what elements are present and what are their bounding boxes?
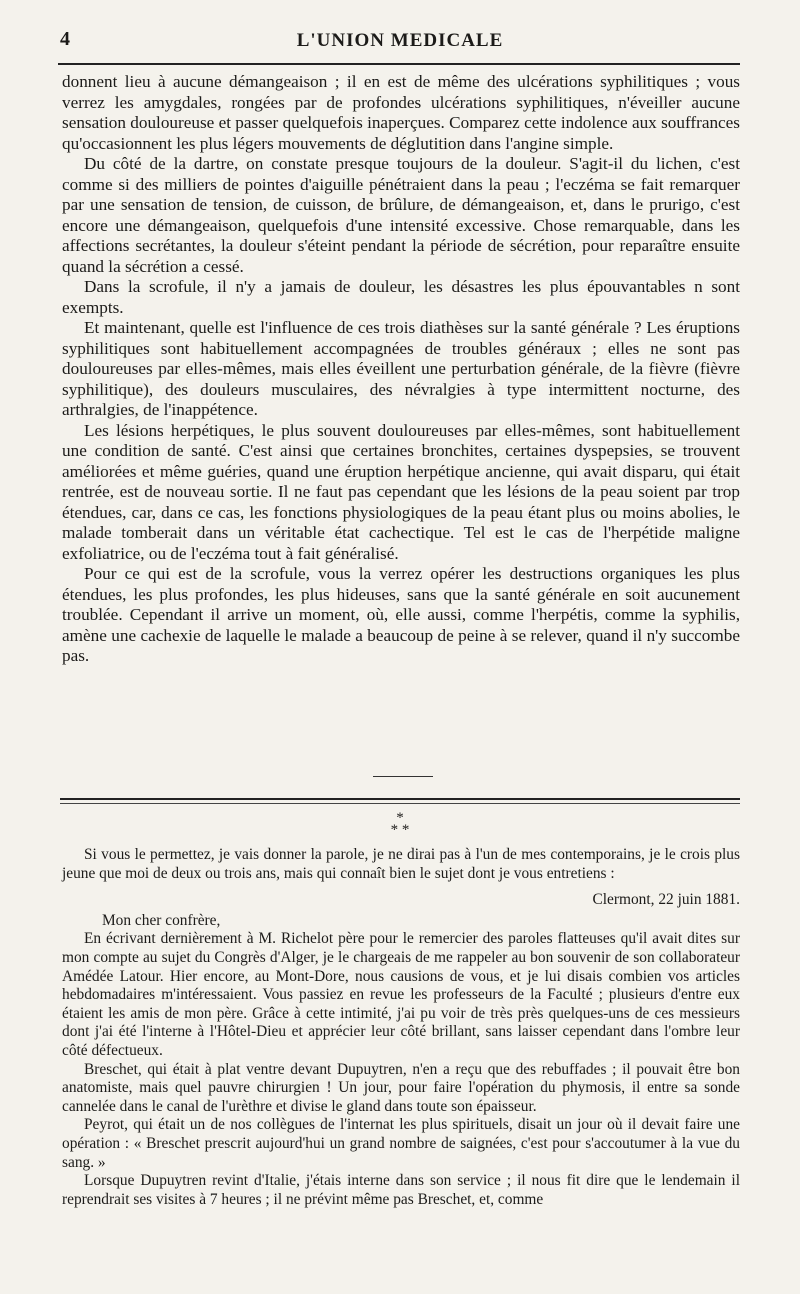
paragraph: Dans la scrofule, il n'y a jamais de douleur, les désastres les plus épouvantables n sont exempts.	[62, 277, 740, 317]
paragraph: Et maintenant, quelle est l'influence de ces trois diathèses sur la santé générale ? Les éruptions syphilitiques sont habituellement accompagnées de troubles généraux ; elles ne sont pas douloureuses par elles-mêmes, mais elles éveillent une perturbation générale, de la fièvre (fièvre syphilitique), des douleurs musculaires, des névralgies à type intermittent nocturne, des arthralgies, de l'inappétence.	[62, 318, 740, 419]
article-body	[62, 72, 740, 667]
paragraph: Du côté de la dartre, on constate presque toujours de la douleur. S'agit-il du lichen, c'est comme si des milliers de pointes d'aiguille pénétraient dans la peau ; l'eczéma se fait remarquer par une sensation de tension, de cuisson, de brûlure, de démangeaison, et, dans le prurigo, c'est encore une démangeaison, quelquefois d'une intensité excessive. Chose remarquable, dans les affections secrétantes, la douleur s'éteint pendant la période de sécrétion, pour reparaître ensuite quand la sécrétion a cessé.	[62, 154, 740, 276]
paragraph: Les lésions herpétiques, le plus souvent douloureuses par elles-mêmes, sont habituellement une condition de santé. C'est ainsi que certaines bronchites, certaines dyspepsies, se trouvent améliorées et même guéries, quand une éruption herpétique ancienne, qui avait disparu, qui était rentrée, est de nouveau sortie. Il ne faut pas cependant que les lésions de la peau soient par trop étendues, car, dans ce cas, les fonctions physiologiques de la peau étant plus ou moins abolies, le malade tomberait dans un véritable état cachectique. Tel est le cas de l'herpétide maligne exfoliatrice, ou de l'eczéma tout à fait généralisé.	[62, 420, 740, 563]
letter-dateline: Clermont, 22 juin 1881.	[592, 891, 740, 909]
letter-section	[62, 846, 740, 1209]
paragraph: donnent lieu à aucune démangeaison ; il en est de même des ulcérations syphilitiques ; vous verrez les amygdales, rongées par de profondes ulcérations syphilitiques, n'éveiller aucune sensation douloureuse et passer quelquefois inaperçues. Comparez cette indolence aux souffrances qu'occasionnent les plus légers mouvements de déglutition dans l'angine simple.	[62, 72, 740, 153]
page-number: 4	[60, 28, 70, 50]
letter-intro: Si vous le permettez, je vais donner la parole, je ne dirai pas à l'un de mes contemporains, je le crois plus jeune que moi de deux ou trois ans, mais qui connaît bien le sujet dont je vous entretiens :	[62, 846, 740, 882]
section-divider-bottom	[60, 803, 740, 804]
letter-paragraph: Breschet, qui était à plat ventre devant Dupuytren, n'en a reçu que des rebuffades ; il pouvait être bon anatomiste, mais quel pauvre chirurgien ! Un jour, pour faire l'opération du phymosis, il entre sa sonde cannelée dans le canal de l'urèthre et divise le gland dans toute son épaisseur.	[62, 1060, 740, 1115]
letter-paragraph: Peyrot, qui était un de nos collègues de l'internat les plus spirituels, disait un jour où il devait faire une opération : « Breschet prescrit aujourd'hui un grand nombre de saignées, c'est pour s'accoutumer à la vue du sang. »	[62, 1116, 740, 1171]
letter-paragraph: En écrivant dernièrement à M. Richelot père pour le remercier des paroles flatteuses qu'il avait dites sur mon compte au sujet du Congrès d'Alger, je le chargeais de me rappeler au bon souvenir de son collaborateur Amédée Latour. Hier encore, au Mont-Dore, nous causions de vous, et je lui disais combien vos articles hebdomadaires m'intéressaient. Vous passiez en revue les professeurs de la Faculté ; plusieurs d'entre eux étaient les amis de mon père. Grâce à cette intimité, j'ai pu voir de très près quelques-uns de ces messieurs dont j'ai été l'interne à l'Hôtel-Dieu et apprécier leur côté brillant, sans laisser cependant dans l'ombre leur côté défectueux.	[62, 930, 740, 1059]
asterism: * * *	[390, 810, 410, 838]
letter-paragraph: Lorsque Dupuytren revint d'Italie, j'étais interne dans son service ; il nous fit dire que le lendemain il reprendrait ses visites à 7 heures ; il ne prévint même pas Breschet, et, comme	[62, 1172, 740, 1208]
running-title: L'UNION MEDICALE	[296, 30, 504, 51]
section-end-rule	[373, 776, 433, 777]
letter-salutation: Mon cher confrère,	[102, 911, 221, 929]
page-header	[60, 28, 740, 58]
header-rule	[58, 63, 740, 65]
section-divider-top	[60, 798, 740, 800]
paragraph: Pour ce qui est de la scrofule, vous la verrez opérer les destructions organiques les plus étendues, les plus profondes, les plus hideuses, sans que la santé générale en soit aucunement troublée. Cependant il arrive un moment, où, elle aussi, comme l'herpétis, comme la syphilis, amène une cachexie de laquelle le malade a beaucoup de peine à se relever, quand il n'y succombe pas.	[62, 564, 740, 665]
